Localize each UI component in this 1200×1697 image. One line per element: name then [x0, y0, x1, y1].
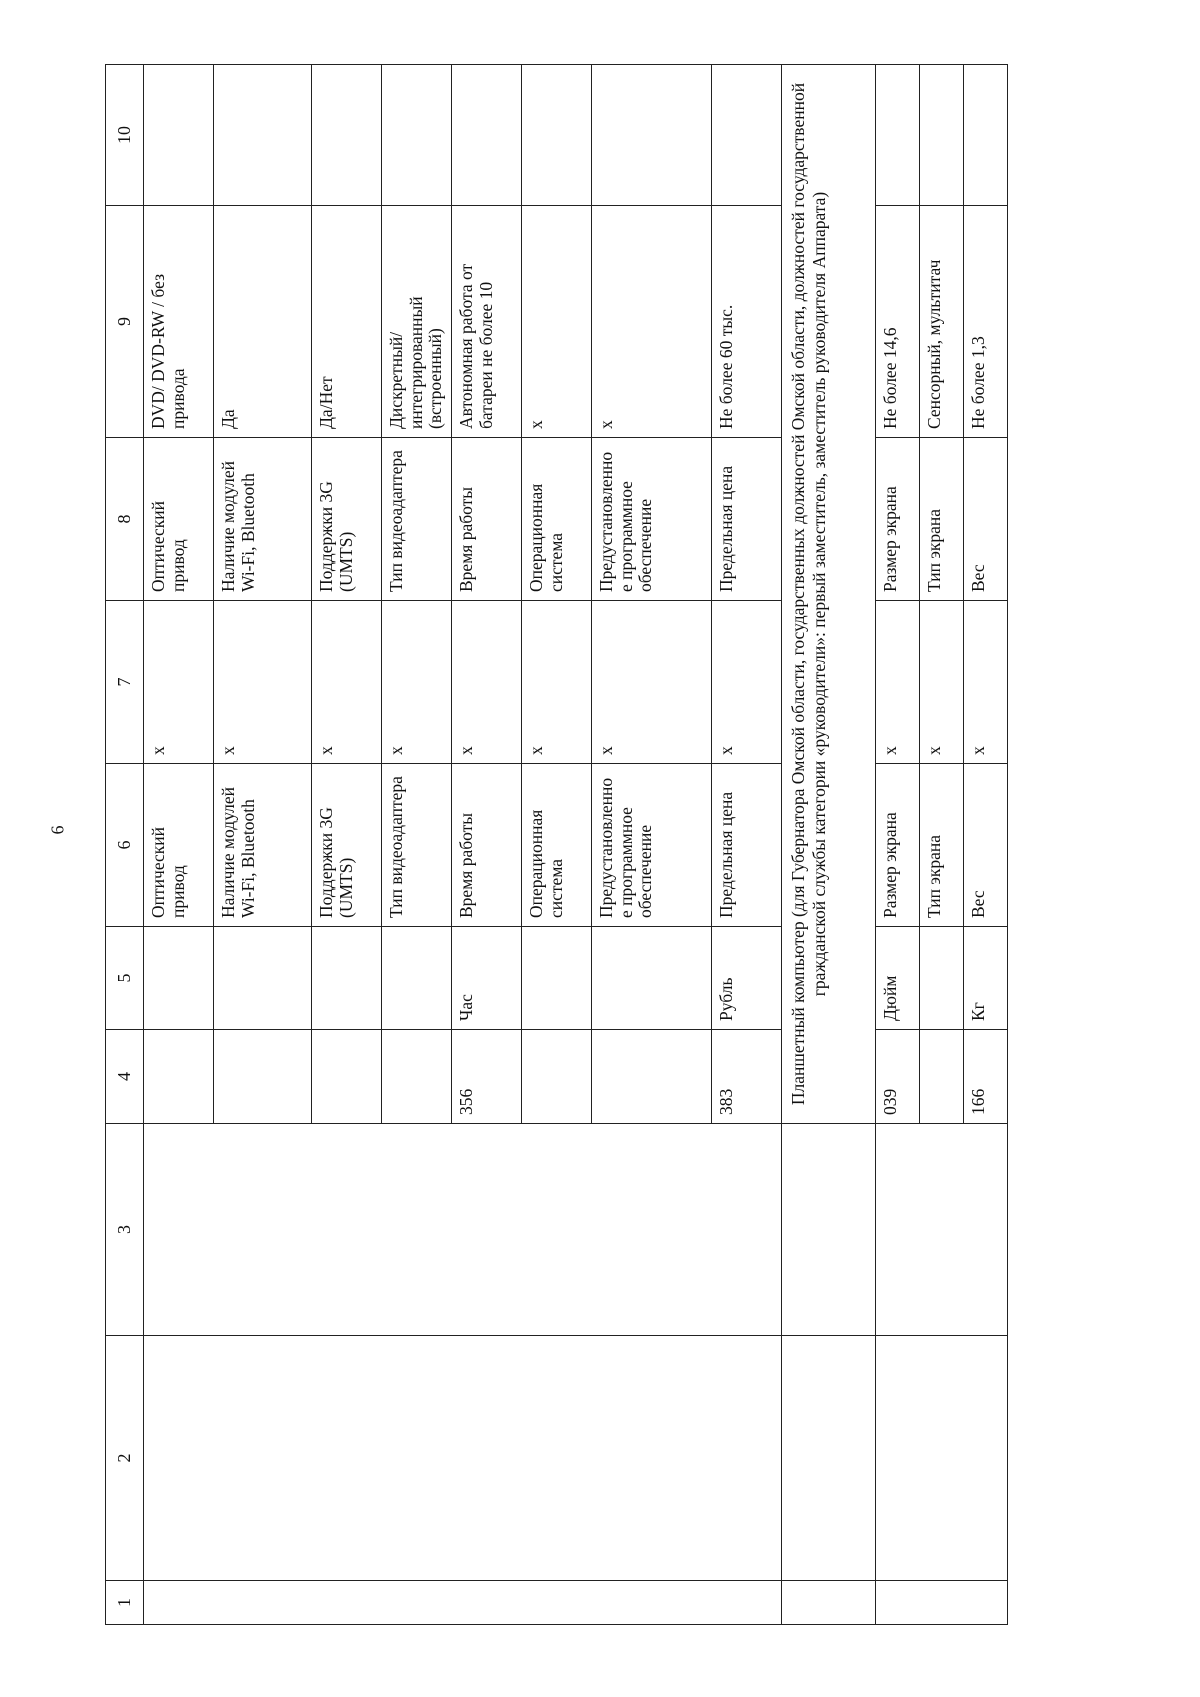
page-number: 6 [47, 825, 68, 835]
table-cell-c5: Дюйм [876, 927, 920, 1030]
table-cell-c8: Оптический привод [144, 438, 214, 601]
table-cell-c9: Да [214, 206, 312, 438]
table-cell-c10 [144, 65, 214, 206]
column-number: 7 [106, 601, 144, 764]
table-cell-c10 [920, 65, 964, 206]
table-cell-c7: x [144, 601, 214, 764]
empty-cell [144, 1124, 782, 1336]
table-cell-c5: Рубль [712, 927, 782, 1030]
table-cell-c6: Тип видеоадаптера [382, 764, 452, 927]
table-cell-c4 [144, 1030, 214, 1124]
table-cell-c9: Не более 14,6 [876, 206, 920, 438]
table-cell-c5 [144, 927, 214, 1030]
empty-cell [144, 1581, 782, 1625]
empty-cell [144, 1336, 782, 1581]
table-cell-c4 [920, 1030, 964, 1124]
table-cell-c5 [382, 927, 452, 1030]
table-cell-c10 [452, 65, 522, 206]
column-number: 9 [106, 206, 144, 438]
table-cell-c5 [522, 927, 592, 1030]
table-cell-c9: Сенсорный, мультитач [920, 206, 964, 438]
table-cell-c7: x [452, 601, 522, 764]
table-cell-c9: DVD/ DVD-RW / без привода [144, 206, 214, 438]
table-cell-c7: x [214, 601, 312, 764]
table-cell-c9: Не более 1,3 [964, 206, 1008, 438]
table-cell-c5: Кг [964, 927, 1008, 1030]
empty-cell [876, 1581, 1008, 1625]
column-number: 10 [106, 65, 144, 206]
table-cell-c6: Операционная система [522, 764, 592, 927]
table-cell-c8: Вес [964, 438, 1008, 601]
table-cell-c5 [920, 927, 964, 1030]
table-cell-c6: Предельная цена [712, 764, 782, 927]
table-cell-c8: Операционная система [522, 438, 592, 601]
table-cell-c10 [312, 65, 382, 206]
column-number: 8 [106, 438, 144, 601]
empty-cell [782, 1124, 876, 1336]
table-cell-c9: Автономная работа от батареи не более 10 [452, 206, 522, 438]
table-cell-c8: Наличие модулей Wi-Fi, Bluetooth [214, 438, 312, 601]
column-number: 5 [106, 927, 144, 1030]
table-cell-c6: Вес [964, 764, 1008, 927]
table-cell-c9: x [522, 206, 592, 438]
table-row [876, 65, 920, 1625]
specification-table [105, 64, 1008, 1625]
table-cell-c8: Поддержки 3G (UMTS) [312, 438, 382, 601]
empty-cell [782, 1336, 876, 1581]
table-cell-c6: Размер экрана [876, 764, 920, 927]
table-cell-c6: Предустановленное программное обеспечение [592, 764, 712, 927]
empty-cell [876, 1124, 1008, 1336]
table-cell-c10 [592, 65, 712, 206]
table-cell-c4: 356 [452, 1030, 522, 1124]
table-cell-c5 [312, 927, 382, 1030]
table-cell-c10 [964, 65, 1008, 206]
table-cell-c4 [214, 1030, 312, 1124]
table-cell-c7: x [920, 601, 964, 764]
column-number: 1 [106, 1581, 144, 1625]
table-cell-c4 [522, 1030, 592, 1124]
table-cell-c7: x [522, 601, 592, 764]
table-cell-c10 [876, 65, 920, 206]
empty-cell [782, 1581, 876, 1625]
table-cell-c9: Не более 60 тыс. [712, 206, 782, 438]
table-cell-c9: Дискретный/интегрированный (встроенный) [382, 206, 452, 438]
table-body [106, 65, 1008, 1625]
column-number: 2 [106, 1336, 144, 1581]
table-cell-c9: x [592, 206, 712, 438]
section-title: Планшетный компьютер (для Губернатора Омской области, государственных должностей Омской области, должностей государственной гражданской службы категории «руководители»: первый заместитель, заместитель руководителя Аппарата) [782, 65, 876, 1124]
table-cell-c10 [214, 65, 312, 206]
table-cell-c6: Поддержки 3G (UMTS) [312, 764, 382, 927]
table-cell-c6: Время работы [452, 764, 522, 927]
table-cell-c5 [214, 927, 312, 1030]
empty-cell [876, 1336, 1008, 1581]
table-cell-c5 [592, 927, 712, 1030]
table-cell-c8: Тип экрана [920, 438, 964, 601]
table-cell-c4 [382, 1030, 452, 1124]
table-cell-c7: x [964, 601, 1008, 764]
column-number: 6 [106, 764, 144, 927]
column-number: 3 [106, 1124, 144, 1336]
table-row [144, 65, 214, 1625]
table-cell-c7: x [876, 601, 920, 764]
table-cell-c7: x [592, 601, 712, 764]
table-cell-c9: Да/Нет [312, 206, 382, 438]
table-cell-c7: x [312, 601, 382, 764]
table-cell-c4 [312, 1030, 382, 1124]
table-cell-c8: Предустановленное программное обеспечение [592, 438, 712, 601]
table-cell-c5: Час [452, 927, 522, 1030]
table-cell-c10 [712, 65, 782, 206]
table-cell-c8: Тип видеоадаптера [382, 438, 452, 601]
table-cell-c4: 166 [964, 1030, 1008, 1124]
table-cell-c7: x [712, 601, 782, 764]
table-cell-c10 [382, 65, 452, 206]
table-cell-c8: Время работы [452, 438, 522, 601]
table-cell-c6: Наличие модулей Wi-Fi, Bluetooth [214, 764, 312, 927]
rotated-sheet [105, 65, 1121, 1625]
table-cell-c4: 039 [876, 1030, 920, 1124]
column-number: 4 [106, 1030, 144, 1124]
table-cell-c6: Тип экрана [920, 764, 964, 927]
table-cell-c6: Оптический привод [144, 764, 214, 927]
table-cell-c4: 383 [712, 1030, 782, 1124]
table-cell-c10 [522, 65, 592, 206]
section-row [782, 65, 876, 1625]
table-cell-c7: x [382, 601, 452, 764]
table-cell-c8: Предельная цена [712, 438, 782, 601]
table-cell-c4 [592, 1030, 712, 1124]
column-number-row [106, 65, 144, 1625]
table-cell-c8: Размер экрана [876, 438, 920, 601]
